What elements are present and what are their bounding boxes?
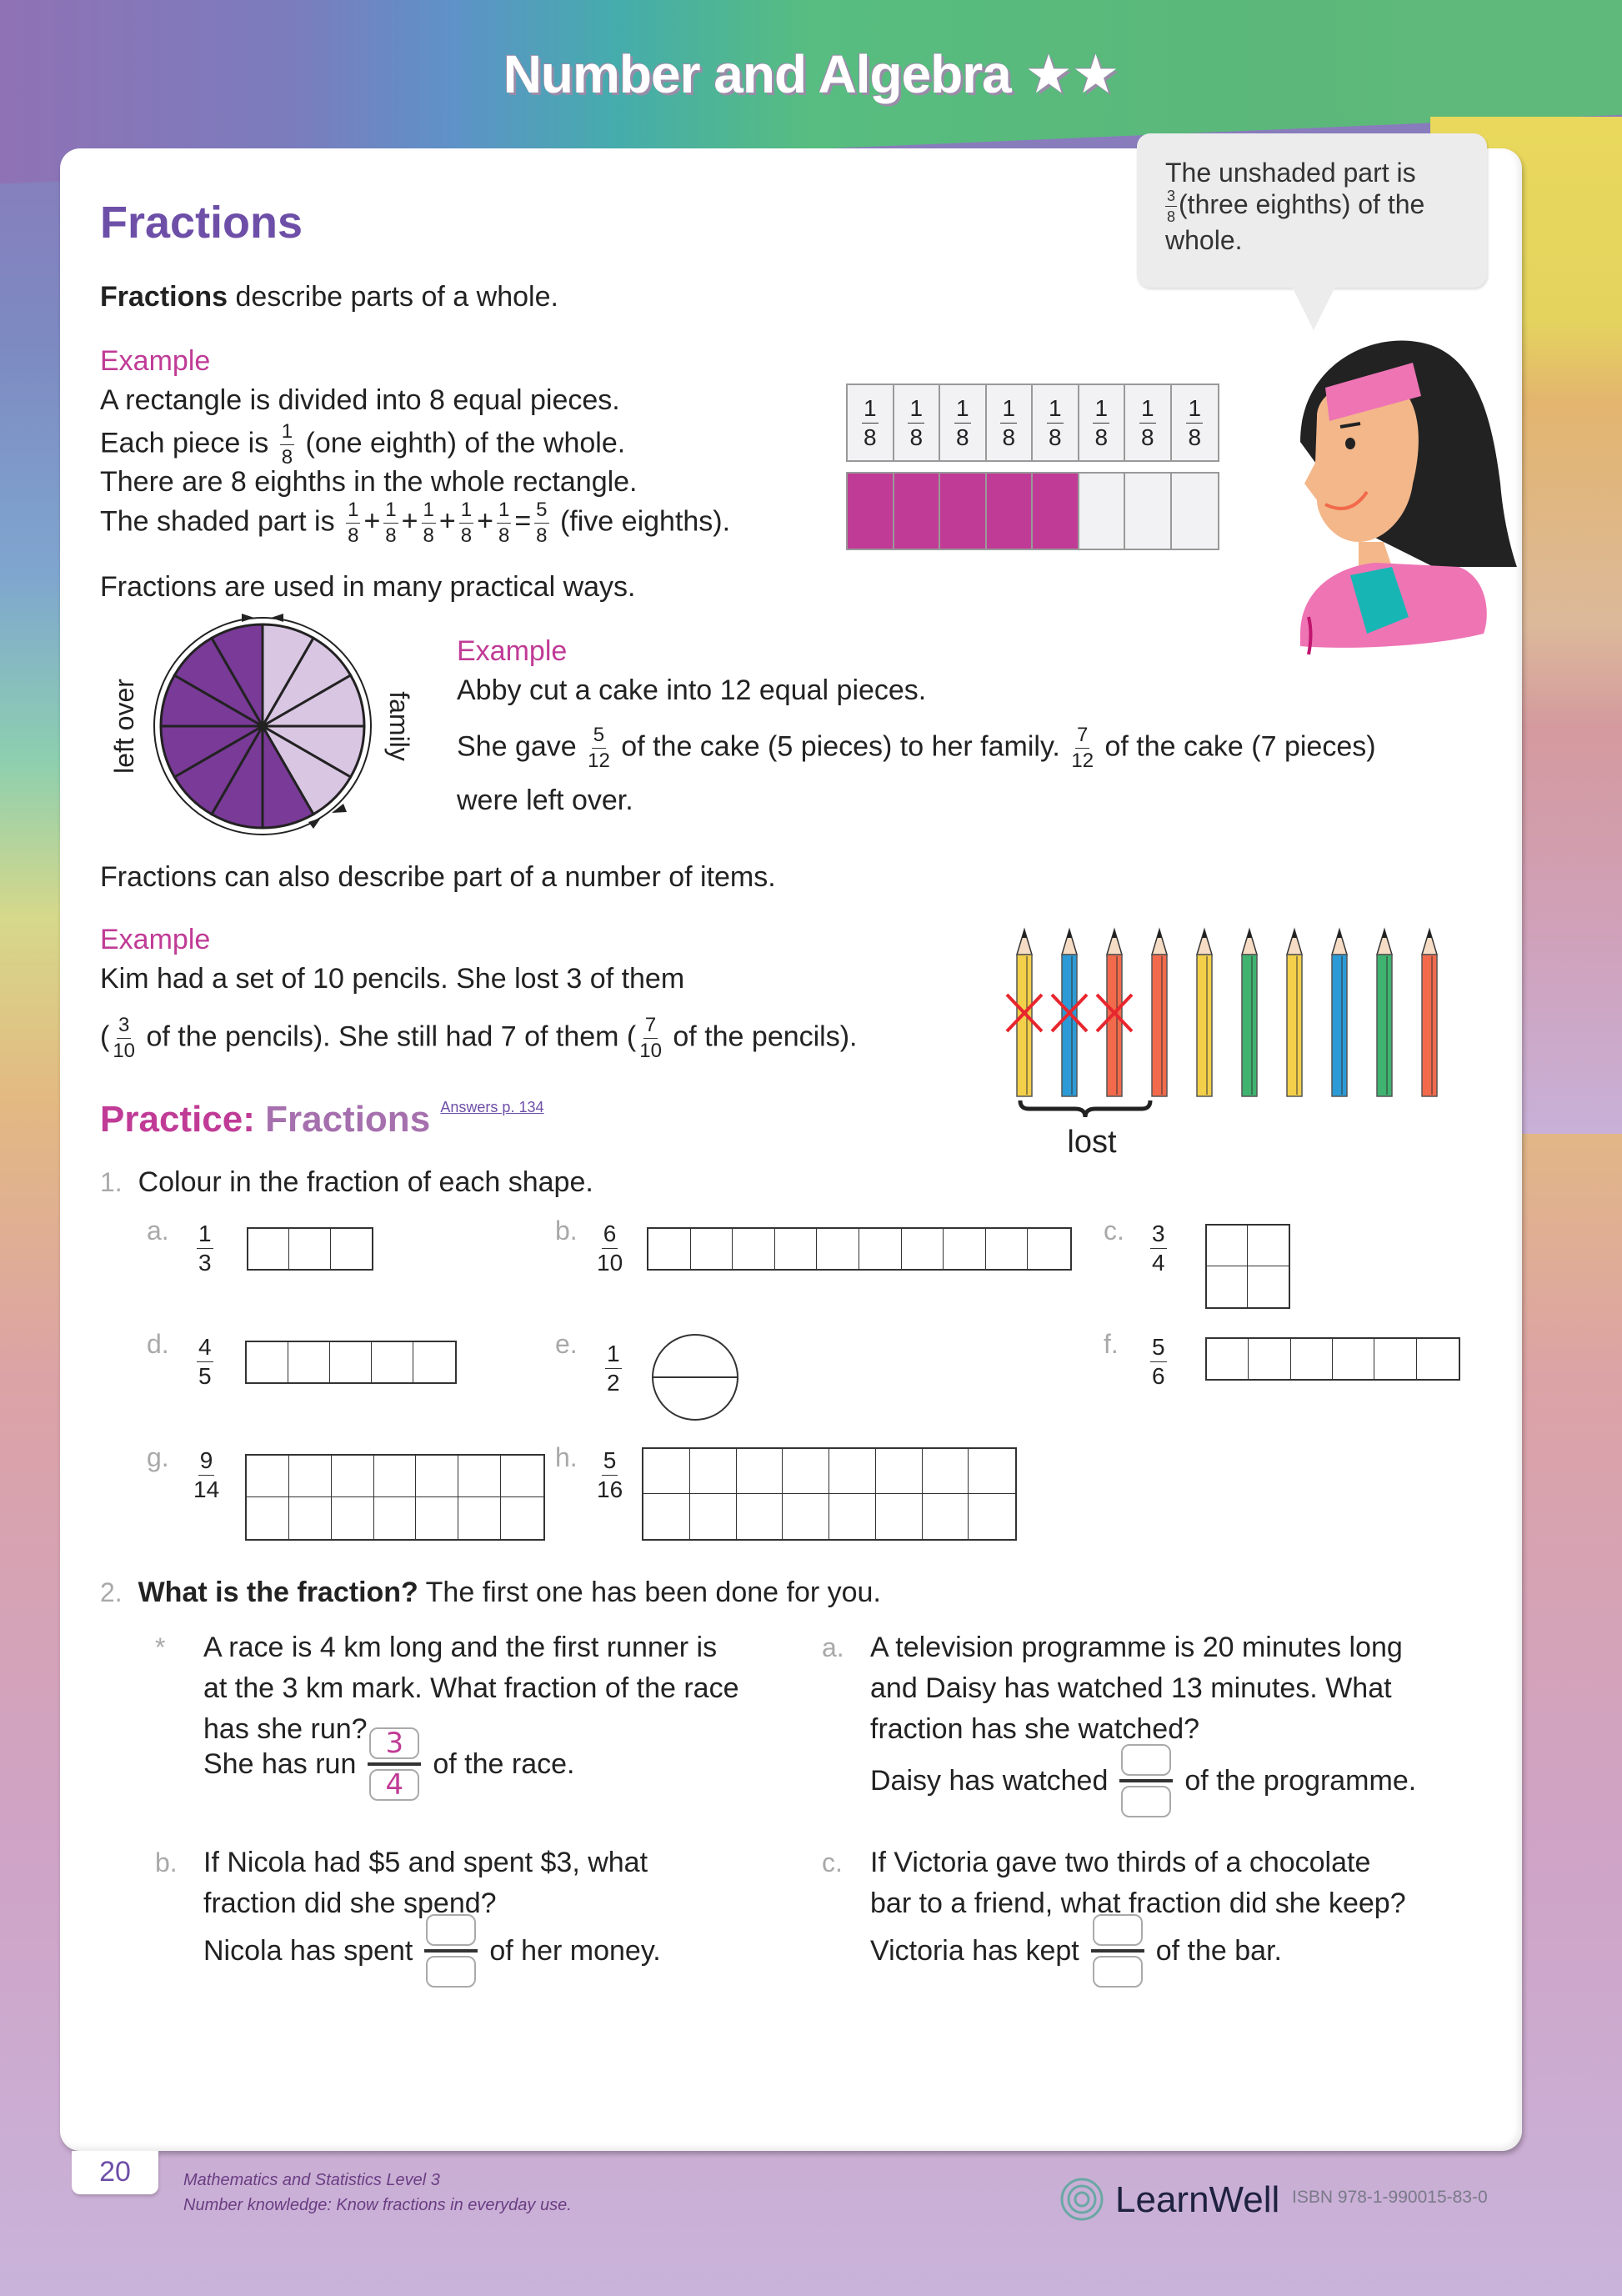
fraction bbox=[1139, 394, 1156, 450]
answer-suffix: of the programme. bbox=[1184, 1764, 1417, 1797]
fraction bbox=[1186, 394, 1203, 450]
shape-cell[interactable] bbox=[1248, 1266, 1289, 1307]
pie-label-family: family bbox=[384, 691, 414, 761]
fraction bbox=[197, 1336, 213, 1388]
shape-cell[interactable] bbox=[288, 1342, 330, 1382]
frac-den: 2 bbox=[607, 1370, 620, 1396]
shape-cell[interactable] bbox=[332, 1497, 374, 1539]
q1-item-label: e. bbox=[555, 1329, 578, 1359]
example2-line-2 bbox=[457, 725, 1376, 771]
fraction bbox=[597, 1449, 623, 1501]
question-1 bbox=[100, 1166, 593, 1200]
frac-num: 5 bbox=[1150, 1336, 1167, 1362]
frac-den: 8 bbox=[863, 424, 877, 450]
frac-num: 1 bbox=[197, 1222, 213, 1249]
pencils-illustration bbox=[1009, 921, 1475, 1163]
fraction-bar bbox=[1091, 1949, 1144, 1953]
bar-cell bbox=[1172, 385, 1219, 460]
practical-ways-text: Fractions are used in many practical ways. bbox=[100, 571, 636, 603]
page-number: 20 bbox=[72, 2151, 158, 2194]
shape-cell[interactable] bbox=[690, 1449, 737, 1494]
shape-cell[interactable] bbox=[372, 1342, 413, 1382]
q1-item-fraction bbox=[193, 1222, 217, 1275]
q1-item-fraction bbox=[593, 1222, 626, 1275]
speech-bubble-text bbox=[1165, 157, 1465, 257]
frac-den: 8 bbox=[385, 524, 397, 547]
example1-line-4a: The shaded part is bbox=[100, 505, 335, 538]
q1-item-label: a. bbox=[147, 1216, 169, 1246]
example3-line-2 bbox=[100, 1015, 858, 1061]
frac-den: 8 bbox=[1188, 424, 1202, 450]
items-text: Fractions can also describe part of a number of items. bbox=[100, 861, 776, 893]
shape-cell[interactable] bbox=[247, 1497, 289, 1539]
shape-cell[interactable] bbox=[648, 1229, 691, 1269]
fraction bbox=[383, 500, 398, 546]
intro-rest: describe parts of a whole. bbox=[228, 281, 558, 313]
frac-num: 1 bbox=[1186, 397, 1203, 424]
shape-cell[interactable] bbox=[817, 1229, 859, 1269]
example-label-2: Example bbox=[457, 635, 568, 667]
shaded-cell bbox=[987, 474, 1034, 549]
shape-cell[interactable] bbox=[1248, 1226, 1289, 1266]
bar-cell bbox=[894, 385, 941, 460]
fraction-bar bbox=[424, 1949, 478, 1953]
sum-result-num: 5 bbox=[534, 500, 548, 524]
q2-item-line: has she run? bbox=[203, 1713, 368, 1745]
frac-num: 1 bbox=[459, 500, 473, 524]
answer-fraction bbox=[368, 1727, 421, 1801]
isbn: ISBN 978-1-990015-83-0 bbox=[1292, 2188, 1488, 2207]
q1-item-fraction bbox=[1147, 1336, 1170, 1388]
shape-cell[interactable] bbox=[374, 1497, 417, 1539]
shape-cell[interactable] bbox=[643, 1494, 690, 1539]
pencil bbox=[1152, 930, 1167, 1096]
shape-cell[interactable] bbox=[783, 1449, 829, 1494]
example2-text-b: of the cake (5 pieces) to her family. bbox=[621, 730, 1060, 763]
q2-answer-line bbox=[870, 1914, 1282, 1988]
q1-number: 1. bbox=[100, 1167, 123, 1197]
q2-item-line: fraction has she watched? bbox=[870, 1713, 1200, 1745]
question-2 bbox=[100, 1576, 881, 1610]
shaded-cell bbox=[940, 474, 987, 549]
q2-answer-line bbox=[203, 1914, 661, 1988]
lost-brace bbox=[1020, 1100, 1150, 1117]
numerator-input[interactable]: 3 bbox=[369, 1727, 419, 1759]
colourable-shape bbox=[1205, 1224, 1290, 1309]
plus-sign: + bbox=[363, 505, 381, 538]
denominator-input[interactable]: 4 bbox=[369, 1769, 419, 1801]
answer-prefix: Victoria has kept bbox=[870, 1934, 1079, 1967]
numerator-input[interactable] bbox=[1121, 1744, 1171, 1776]
example1-line-2 bbox=[100, 422, 625, 468]
fraction bbox=[1093, 394, 1109, 450]
q2-item-label: c. bbox=[822, 1847, 843, 1877]
footer-line-1: Mathematics and Statistics Level 3 bbox=[183, 2171, 440, 2189]
shape-cell[interactable] bbox=[1028, 1229, 1070, 1269]
frac-den: 8 bbox=[1002, 424, 1016, 450]
q2-rest: The first one has been done for you. bbox=[418, 1577, 881, 1608]
frac-den: 6 bbox=[1152, 1363, 1165, 1389]
fraction bbox=[1150, 1336, 1167, 1388]
shape-cell[interactable] bbox=[969, 1449, 1015, 1494]
shape-cell[interactable] bbox=[923, 1449, 969, 1494]
fraction-bar bbox=[368, 1762, 421, 1766]
frac-den: 12 bbox=[588, 749, 610, 772]
example1-line-4b: (five eighths). bbox=[559, 505, 731, 538]
frac-num: 1 bbox=[908, 397, 924, 424]
frac-den: 8 bbox=[498, 524, 510, 547]
example3-text-b: of the pencils). She still had 7 of them ( bbox=[146, 1020, 637, 1053]
fraction bbox=[422, 500, 436, 546]
girl-illustration bbox=[1267, 317, 1517, 667]
fraction bbox=[346, 500, 360, 546]
bar-cell bbox=[1125, 385, 1172, 460]
pencil bbox=[1197, 930, 1212, 1096]
pie-slices bbox=[161, 624, 364, 828]
frac-den: 4 bbox=[1152, 1250, 1165, 1276]
frac-den: 8 bbox=[909, 424, 924, 450]
shape-cell[interactable] bbox=[289, 1456, 332, 1497]
frac-num: 3 bbox=[1150, 1222, 1167, 1249]
fraction bbox=[605, 1342, 622, 1395]
bar-cell bbox=[848, 385, 894, 460]
shaded-cell bbox=[894, 474, 941, 549]
frac-num: 1 bbox=[383, 500, 398, 524]
arrow-icon bbox=[242, 614, 254, 622]
fraction-bar bbox=[1119, 1779, 1173, 1782]
bubble-frac-den: 8 bbox=[1167, 208, 1176, 226]
q1-item-fraction bbox=[193, 1336, 217, 1388]
fraction bbox=[1000, 394, 1017, 450]
unshaded-cell bbox=[1079, 474, 1126, 549]
denominator-input[interactable] bbox=[1093, 1956, 1143, 1988]
answers-link[interactable]: Answers p. 134 bbox=[440, 1099, 544, 1115]
shape-cell[interactable] bbox=[1333, 1339, 1374, 1379]
shape-cell[interactable] bbox=[501, 1497, 543, 1539]
q2-item-line: at the 3 km mark. What fraction of the race bbox=[203, 1672, 739, 1704]
shape-cell[interactable] bbox=[458, 1456, 501, 1497]
shape-cell[interactable] bbox=[248, 1229, 289, 1269]
frac-num: 7 bbox=[643, 1015, 658, 1039]
frac-den: 8 bbox=[1140, 424, 1154, 450]
frac-den: 3 bbox=[198, 1250, 212, 1276]
pencil bbox=[1007, 930, 1042, 1096]
pencil bbox=[1242, 930, 1257, 1096]
frac-den: 12 bbox=[1071, 749, 1094, 772]
denominator-input[interactable] bbox=[426, 1956, 476, 1988]
shape-cell[interactable] bbox=[1291, 1339, 1333, 1379]
colourable-shape bbox=[647, 1227, 1072, 1271]
shape-cell[interactable] bbox=[289, 1229, 330, 1269]
shape-cell[interactable] bbox=[737, 1449, 783, 1494]
shape-cell[interactable] bbox=[733, 1229, 775, 1269]
shape-cell[interactable] bbox=[332, 1456, 374, 1497]
shape-cell[interactable] bbox=[1207, 1339, 1249, 1379]
frac-den: 8 bbox=[955, 424, 969, 450]
shape-cell[interactable] bbox=[859, 1229, 902, 1269]
practice-title bbox=[100, 1099, 543, 1140]
frac-num: 1 bbox=[422, 500, 436, 524]
fraction bbox=[908, 394, 924, 450]
q2-number: 2. bbox=[100, 1577, 123, 1607]
arrow-icon bbox=[271, 614, 283, 622]
frac-num: 5 bbox=[592, 725, 606, 749]
frac-num: 1 bbox=[954, 397, 971, 424]
colourable-shape bbox=[247, 1227, 373, 1271]
shape-cell[interactable] bbox=[330, 1342, 372, 1382]
intro-text bbox=[100, 280, 558, 314]
q2-answer-line bbox=[203, 1727, 574, 1801]
bubble-line-1: The unshaded part is bbox=[1165, 158, 1416, 188]
frac-den: 5 bbox=[198, 1363, 212, 1389]
shape-cell[interactable] bbox=[876, 1494, 923, 1539]
colourable-shape bbox=[642, 1447, 1017, 1541]
shape-cell[interactable] bbox=[876, 1449, 923, 1494]
frac-num: 1 bbox=[1139, 397, 1156, 424]
q2-item-line: A race is 4 km long and the first runner is bbox=[203, 1632, 718, 1663]
shape-cell[interactable] bbox=[643, 1449, 690, 1494]
plus-sign: + bbox=[477, 505, 493, 538]
answer-prefix: She has run bbox=[203, 1747, 357, 1780]
colourable-shape bbox=[1205, 1337, 1460, 1381]
plus-sign: + bbox=[401, 505, 418, 538]
pencil bbox=[1377, 930, 1392, 1096]
pencil bbox=[1332, 930, 1347, 1096]
pencil bbox=[1052, 930, 1087, 1096]
shape-cell[interactable] bbox=[902, 1229, 944, 1269]
shaded-cell bbox=[1033, 474, 1079, 549]
shape-cell[interactable] bbox=[247, 1456, 289, 1497]
shape-cell[interactable] bbox=[783, 1494, 829, 1539]
colourable-shape bbox=[245, 1341, 457, 1384]
frac-den: 16 bbox=[597, 1476, 623, 1502]
example2-line-3: were left over. bbox=[457, 785, 633, 816]
frac-num: 1 bbox=[280, 422, 294, 445]
bubble-line-3: whole. bbox=[1165, 225, 1243, 256]
bar-cell bbox=[987, 385, 1034, 460]
example-label-1: Example bbox=[100, 345, 211, 377]
fraction bbox=[193, 1449, 219, 1501]
shape-cell[interactable] bbox=[775, 1229, 818, 1269]
girl-eye bbox=[1345, 438, 1355, 449]
answer-fraction bbox=[1091, 1914, 1144, 1988]
q2-item-line: and Daisy has watched 13 minutes. What bbox=[870, 1672, 1392, 1704]
shape-cell[interactable] bbox=[289, 1497, 332, 1539]
eighths-shaded-bar bbox=[846, 472, 1219, 550]
colourable-circle[interactable] bbox=[652, 1334, 738, 1421]
learnwell-logo-icon bbox=[1059, 2176, 1105, 2223]
shape-cell[interactable] bbox=[737, 1494, 783, 1539]
frac-num: 1 bbox=[1000, 397, 1017, 424]
frac-num: 1 bbox=[605, 1342, 622, 1369]
shape-cell[interactable] bbox=[829, 1449, 876, 1494]
frac-den: 8 bbox=[1048, 424, 1062, 450]
q1-item-label: h. bbox=[555, 1442, 578, 1472]
shape-cell[interactable] bbox=[416, 1497, 458, 1539]
practice-title-b: Fractions bbox=[254, 1099, 431, 1140]
example1-line-1: A rectangle is divided into 8 equal pieces. bbox=[100, 384, 620, 416]
shape-cell[interactable] bbox=[1207, 1226, 1248, 1266]
q2-item-line: fraction did she spend? bbox=[203, 1887, 497, 1919]
equals-sign: = bbox=[514, 505, 532, 538]
shape-cell[interactable] bbox=[416, 1456, 458, 1497]
shape-cell[interactable] bbox=[374, 1456, 417, 1497]
arrow-icon bbox=[308, 818, 321, 829]
bar-cell bbox=[1079, 385, 1126, 460]
unshaded-cell bbox=[1172, 474, 1219, 549]
q2-item-label: a. bbox=[822, 1632, 844, 1662]
shaded-cell bbox=[848, 474, 894, 549]
bubble-line-2-text: (three eighths) of the bbox=[1179, 189, 1425, 220]
denominator-input[interactable] bbox=[1121, 1786, 1171, 1817]
practice-title-a: Practice: bbox=[100, 1099, 255, 1140]
example-label-3: Example bbox=[100, 924, 211, 955]
frac-num: 1 bbox=[862, 397, 879, 424]
fraction bbox=[459, 500, 473, 546]
frac-den: 10 bbox=[639, 1040, 662, 1062]
sum-result-den: 8 bbox=[536, 524, 548, 547]
fraction bbox=[862, 394, 879, 450]
bubble-line-2 bbox=[1165, 188, 1465, 224]
unshaded-cell bbox=[1125, 474, 1172, 549]
example2-text-c: of the cake (7 pieces) bbox=[1104, 730, 1376, 763]
q1-text: Colour in the fraction of each shape. bbox=[138, 1166, 593, 1198]
shape-cell[interactable] bbox=[413, 1342, 455, 1382]
cake-pie-chart bbox=[108, 607, 414, 849]
answer-fraction bbox=[424, 1914, 478, 1988]
frac-num: 1 bbox=[497, 500, 511, 524]
frac-den: 14 bbox=[193, 1476, 220, 1502]
shape-cell[interactable] bbox=[247, 1342, 288, 1382]
q2-answer-line bbox=[870, 1744, 1416, 1817]
page-header-title: Number and Algebra ★★ bbox=[503, 44, 1119, 104]
shape-cell[interactable] bbox=[331, 1229, 372, 1269]
q2-item-label: * bbox=[155, 1632, 166, 1662]
footer-curriculum bbox=[183, 2168, 572, 2218]
brand-name: LearnWell bbox=[1115, 2179, 1280, 2220]
shape-cell[interactable] bbox=[1417, 1339, 1459, 1379]
frac-num: 4 bbox=[197, 1336, 213, 1362]
q1-item-fraction bbox=[1147, 1222, 1170, 1275]
q1-item-label: c. bbox=[1104, 1216, 1124, 1246]
example1-line-2b: (one eighth) of the whole. bbox=[305, 427, 626, 459]
example3-line-1: Kim had a set of 10 pencils. She lost 3 of them bbox=[100, 963, 685, 995]
plus-sign: + bbox=[438, 505, 456, 538]
frac-num: 6 bbox=[602, 1222, 618, 1249]
numerator-input[interactable] bbox=[426, 1914, 476, 1946]
frac-den: 8 bbox=[281, 446, 293, 469]
q1-item-label: g. bbox=[147, 1442, 169, 1472]
q2-item-line: A television programme is 20 minutes long bbox=[870, 1632, 1403, 1663]
frac-den: 10 bbox=[113, 1040, 136, 1062]
frac-den: 8 bbox=[460, 524, 473, 547]
frac-num: 1 bbox=[1047, 397, 1064, 424]
fraction bbox=[1150, 1222, 1167, 1275]
q1-item-fraction bbox=[593, 1449, 626, 1501]
frac-num: 7 bbox=[1075, 725, 1089, 749]
pencil bbox=[1422, 930, 1437, 1096]
example2-text-a: She gave bbox=[457, 730, 577, 763]
example3-paren: ( bbox=[100, 1020, 110, 1053]
frac-num: 1 bbox=[1093, 397, 1109, 424]
pie-label-left-over: left over bbox=[109, 679, 139, 774]
shape-cell[interactable] bbox=[1207, 1266, 1248, 1307]
eighths-label-bar bbox=[846, 384, 1219, 462]
fraction bbox=[497, 500, 511, 546]
answer-suffix: of the race. bbox=[433, 1747, 575, 1780]
frac-num: 1 bbox=[346, 500, 360, 524]
q2-item-line: If Nicola had $5 and spent $3, what bbox=[203, 1847, 648, 1878]
bar-cell bbox=[940, 385, 987, 460]
shape-cell[interactable] bbox=[1374, 1339, 1416, 1379]
frac-den: 10 bbox=[597, 1250, 623, 1276]
shape-cell[interactable] bbox=[1249, 1339, 1290, 1379]
bubble-frac-num: 3 bbox=[1165, 188, 1177, 207]
shape-cell[interactable] bbox=[501, 1456, 543, 1497]
example1-line-2a: Each piece is bbox=[100, 427, 269, 459]
answer-prefix: Nicola has spent bbox=[203, 1934, 413, 1967]
answer-fraction bbox=[1119, 1744, 1173, 1817]
example3-text-c: of the pencils). bbox=[673, 1020, 858, 1053]
example1-line-4 bbox=[100, 500, 730, 546]
q2-item-label: b. bbox=[155, 1847, 178, 1877]
frac-num: 3 bbox=[117, 1015, 131, 1039]
frac-den: 8 bbox=[423, 524, 434, 547]
q1-item-label: d. bbox=[147, 1329, 169, 1359]
q1-item-fraction bbox=[190, 1449, 223, 1501]
frac-den: 8 bbox=[348, 524, 359, 547]
frac-den: 8 bbox=[1094, 424, 1109, 450]
fraction bbox=[197, 1222, 213, 1275]
shape-cell[interactable] bbox=[986, 1229, 1029, 1269]
section-title: Fractions bbox=[100, 198, 303, 248]
bar-cell bbox=[1033, 385, 1079, 460]
pencil bbox=[1097, 930, 1132, 1096]
shape-cell[interactable] bbox=[458, 1497, 501, 1539]
example2-line-1: Abby cut a cake into 12 equal pieces. bbox=[457, 674, 927, 706]
lost-label: lost bbox=[1067, 1125, 1117, 1160]
shape-cell[interactable] bbox=[969, 1494, 1015, 1539]
frac-num: 5 bbox=[602, 1449, 618, 1476]
q2-item-line: bar to a friend, what fraction did she keep? bbox=[870, 1887, 1406, 1919]
shape-cell[interactable] bbox=[944, 1229, 986, 1269]
frac-num: 9 bbox=[198, 1449, 215, 1476]
answer-prefix: Daisy has watched bbox=[870, 1764, 1109, 1797]
fraction bbox=[1047, 394, 1064, 450]
shape-cell[interactable] bbox=[690, 1494, 737, 1539]
q1-item-label: f. bbox=[1104, 1329, 1119, 1359]
q2-bold: What is the fraction? bbox=[138, 1577, 418, 1608]
pencil bbox=[1287, 930, 1302, 1096]
fraction bbox=[597, 1222, 623, 1275]
q1-item-label: b. bbox=[555, 1216, 578, 1246]
fraction-sum bbox=[343, 499, 532, 547]
answer-suffix: of the bar. bbox=[1155, 1934, 1282, 1967]
numerator-input[interactable] bbox=[1093, 1914, 1143, 1946]
footer-line-2: Number knowledge: Know fractions in everyday use. bbox=[183, 2196, 572, 2214]
example1-line-3: There are 8 eighths in the whole rectangle. bbox=[100, 466, 638, 498]
colourable-shape bbox=[245, 1454, 545, 1541]
shape-cell[interactable] bbox=[923, 1494, 969, 1539]
shape-cell[interactable] bbox=[691, 1229, 733, 1269]
fraction bbox=[954, 394, 971, 450]
q2-item-line: If Victoria gave two thirds of a chocolate bbox=[870, 1847, 1371, 1878]
intro-bold: Fractions bbox=[100, 281, 228, 313]
answer-suffix: of her money. bbox=[489, 1934, 661, 1967]
shape-cell[interactable] bbox=[829, 1494, 876, 1539]
q1-item-fraction bbox=[602, 1342, 625, 1395]
